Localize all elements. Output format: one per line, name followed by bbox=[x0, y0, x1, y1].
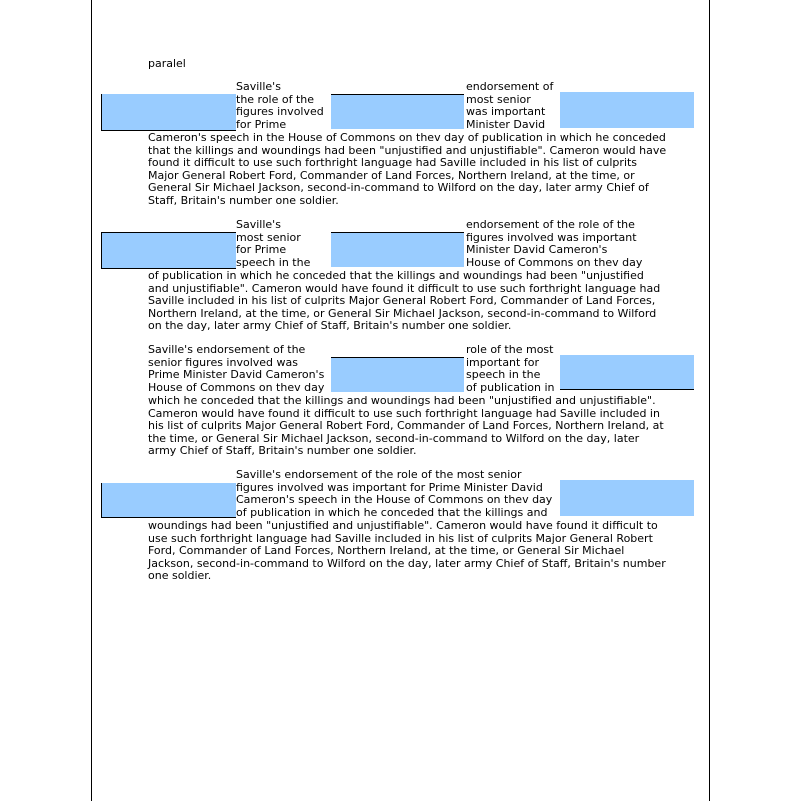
highlight-box bbox=[331, 232, 464, 267]
paragraph-tail: woundings had been "unjustified and unjustifiable". Cameron would have found it difficult to use such forthright language had Saville included in his list of culprits Major General Robert Ford, Commander of Land Forces, Northern Ireland, at the time, or General Sir Michael Jackson, second-in-command to Wilford on the day, later army Chief of Staff, Britain's number one soldier. bbox=[148, 519, 666, 583]
highlight-box bbox=[560, 355, 694, 390]
text-column-right: role of the most important for speech in the of publication in bbox=[466, 343, 555, 394]
text-column-left: Saville's endorsement of the senior figures involved was Prime Minister David Cameron's House of Commons on thev day bbox=[148, 343, 325, 394]
text-column-right: endorsement of most senior was important Minister David bbox=[466, 80, 554, 131]
text-column-left: Saville's the role of the figures involved for Prime bbox=[236, 80, 324, 131]
page-heading: paralel bbox=[148, 57, 186, 70]
paragraph-tail: which he conceded that the killings and woundings had been "unjustified and unjustifiable". Cameron would have found it difficult to use such forthright language had Saville included in his list of culprits Major General Robert Ford, Commander of Land Forces, Northern Ireland, at the time, or General Sir Michael Jackson, second-in-command to Wilford on the day, later army Chief of Staff, Britain's number one soldier. bbox=[148, 394, 664, 458]
highlight-box bbox=[101, 94, 236, 131]
text-column-right: endorsement of the role of the figures involved was important Minister David Cameron's House of Commons on thev day bbox=[466, 218, 643, 269]
highlight-box bbox=[560, 92, 694, 128]
paragraph-tail: of publication in which he conceded that the killings and woundings had been "unjustified and unjustifiable". Cameron would have found it difficult to use such forthright language had Saville included in his list of culprits Major General Robert Ford, Commander of Land Forces, Northern Ireland, at the time, or General Sir Michael Jackson, second-in-command to Wilford on the day, later army Chief of Staff, Britain's number one soldier. bbox=[148, 269, 661, 333]
highlight-box bbox=[560, 480, 694, 516]
highlight-box bbox=[101, 232, 236, 269]
paragraph-tail: Cameron's speech in the House of Commons on thev day of publication in which he conceded that the killings and woundings had been "unjustified and unjustifiable". Cameron would have found it difficult to use such forthright language had Saville included in his list of culprits Major General Robert Ford, Commander of Land Forces, Northern Ireland, at the time, or General Sir Michael Jackson, second-in-command to Wilford on the day, later army Chief of Staff, Britain's number one soldier. bbox=[148, 131, 667, 207]
highlight-box bbox=[331, 357, 464, 392]
highlight-box bbox=[101, 483, 236, 518]
text-column-left: Saville's most senior for Prime speech in the bbox=[236, 218, 311, 269]
text-column-left: Saville's endorsement of the role of the most senior figures involved was important for Prime Minister David Cameron's speech in the House of Commons on thev day of publication in which he conceded that the killings and bbox=[236, 468, 553, 519]
highlight-box bbox=[331, 94, 464, 129]
